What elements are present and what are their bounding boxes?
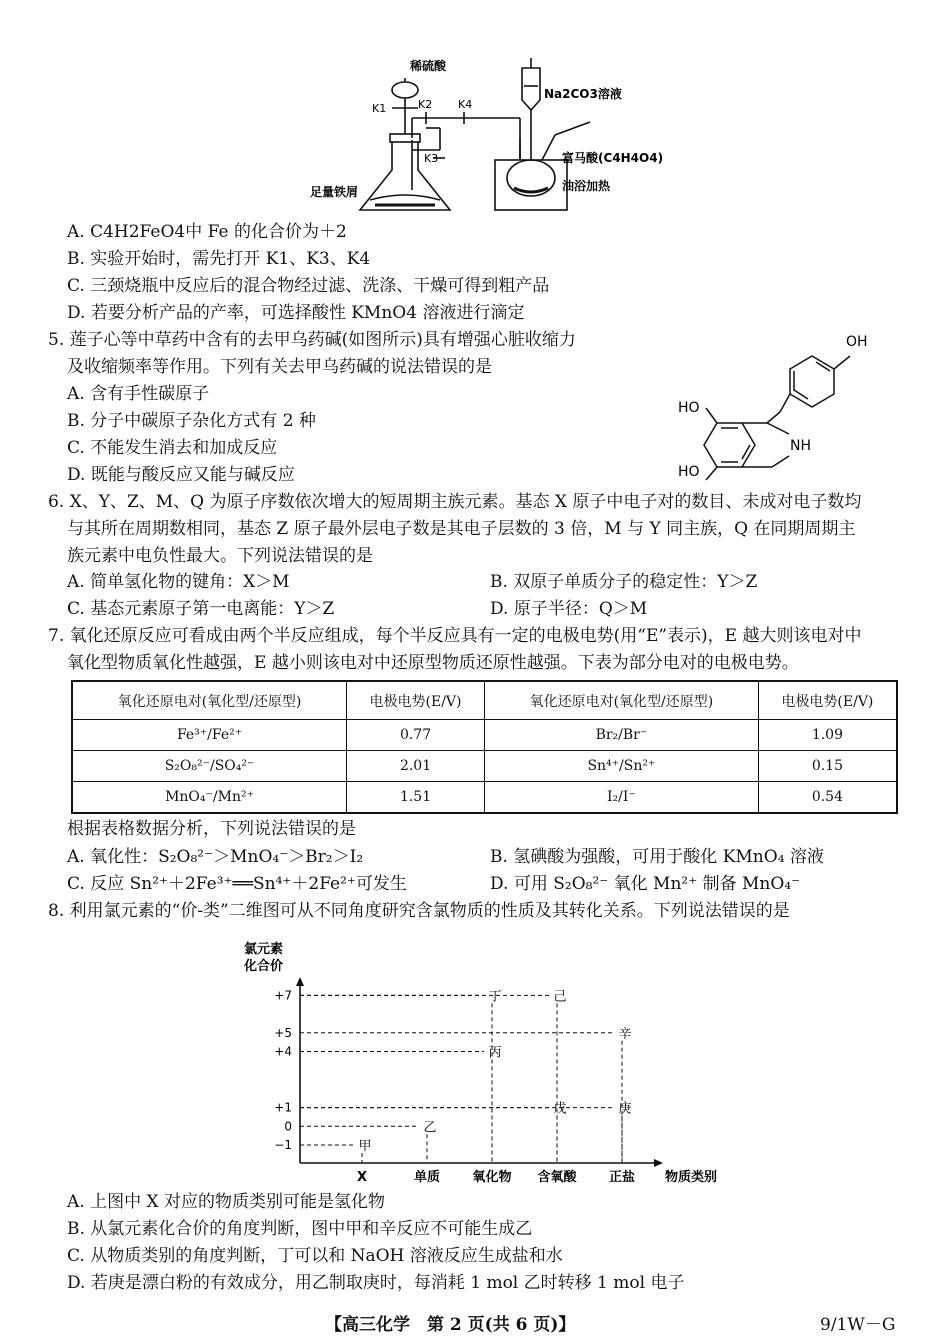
label-dilute-acid: 稀硫酸 [410, 59, 447, 73]
valence-category-chart [240, 935, 740, 1195]
q6-option-b: B. 双原子单质分子的稳定性：Y＞Z [490, 572, 758, 592]
label-k2: K2 [418, 98, 433, 111]
q7-option-b: B. 氢碘酸为强酸，可用于酸化 KMnO₄ 溶液 [490, 847, 824, 867]
q4-option-d: D. 若要分析产品的产率，可选择酸性 KMnO4 溶液进行滴定 [67, 303, 525, 323]
label-fumaric: 富马酸(C4H4O4) [562, 151, 664, 165]
label-k3: K3 [424, 152, 439, 165]
table-cell: 0.54 [758, 781, 897, 813]
table-header: 氧化还原电对(氧化型/还原型) [484, 681, 758, 720]
norcoclaurine-structure [672, 328, 882, 488]
label-ho-bottom: HO [678, 464, 700, 480]
table-header: 氧化还原电对(氧化型/还原型) [72, 681, 347, 720]
y-axis-arrow [296, 977, 304, 986]
y-tick-label: 0 [284, 1119, 292, 1134]
q8-option-c: C. 从物质类别的角度判断，丁可以和 NaOH 溶液反应生成盐和水 [67, 1246, 563, 1266]
label-oh-top: OH [846, 334, 868, 350]
x-axis-arrow [654, 1159, 663, 1167]
table-row [72, 751, 897, 782]
q5-option-c: C. 不能发生消去和加成反应 [67, 438, 278, 458]
label-iron: 足量铁屑 [310, 185, 359, 199]
chart-ylabel-line2: 化合价 [244, 959, 284, 974]
table-cell: 2.01 [347, 751, 485, 782]
table-cell: MnO₄⁻/Mn²⁺ [72, 781, 347, 813]
q8-stem: 8. 利用氯元素的“价-类”二维图可从不同角度研究含氯物质的性质及其转化关系。下列说法错误的是 [48, 901, 790, 921]
q6-option-a: A. 简单氢化物的键角：X＞M [67, 572, 290, 592]
q5-stem-line2: 及收缩频率等作用。下列有关去甲乌药碱的说法错误的是 [67, 357, 492, 377]
q5-option-b: B. 分子中碳原子杂化方式有 2 种 [67, 411, 316, 431]
q7-stem-line1: 7. 氧化还原反应可看成由两个半反应组成，每个半反应具有一定的电极电势(用“E”表示)，E 越大则该电对中 [48, 626, 862, 646]
chart-ylabel-line1: 氯元素 [244, 942, 284, 957]
table-cell: Br₂/Br⁻ [484, 720, 758, 751]
x-tick-label: X [356, 1170, 368, 1185]
q4-option-c: C. 三颈烧瓶中反应后的混合物经过滤、洗涤、干燥可得到粗产品 [67, 276, 550, 296]
q8-option-d: D. 若庚是漂白粉的有效成分，用乙制取庚时，每消耗 1 mol 乙时转移 1 mol 电子 [67, 1273, 685, 1293]
apparatus-figure [300, 50, 680, 220]
table-cell: Sn⁴⁺/Sn²⁺ [484, 751, 758, 782]
q7-stem-line2: 氧化型物质氧化性越强，E 越小则该电对中还原型物质还原性越强。下表为部分电对的电极电势。 [67, 653, 799, 673]
table-cell: Fe³⁺/Fe²⁺ [72, 720, 347, 751]
q5-stem-line1: 5. 莲子心等中草药中含有的去甲乌药碱(如图所示)具有增强心脏收缩力 [48, 330, 576, 350]
label-k1: K1 [372, 102, 387, 115]
point-label-甲: 甲 [358, 1139, 372, 1154]
x-tick-label: 单质 [413, 1170, 441, 1185]
electrode-potential-table [71, 680, 898, 814]
table-cell: I₂/I⁻ [484, 781, 758, 813]
q8-option-a: A. 上图中 X 对应的物质类别可能是氢化物 [67, 1192, 385, 1212]
label-oil-bath: 油浴加热 [562, 179, 611, 193]
point-label-乙: 乙 [423, 1120, 437, 1136]
point-label-己: 己 [553, 989, 567, 1005]
point-label-丙: 丙 [488, 1045, 502, 1061]
x-tick-label: 正盐 [608, 1170, 636, 1185]
table-header-row [72, 681, 897, 720]
chart-xlabel: 物质类别 [665, 1170, 718, 1185]
label-nh: NH [790, 438, 811, 454]
y-tick-label: +7 [274, 988, 292, 1003]
label-na2co3: Na2CO3溶液 [544, 87, 622, 101]
table-row [72, 720, 897, 751]
y-tick-label: +1 [274, 1100, 292, 1115]
point-label-丁: 丁 [488, 989, 502, 1005]
y-tick-label: −1 [274, 1138, 292, 1152]
table-cell: S₂O₈²⁻/SO₄²⁻ [72, 751, 347, 782]
point-label-戊: 戊 [553, 1101, 567, 1117]
table-cell: 0.77 [347, 720, 485, 751]
y-tick-label: +4 [274, 1044, 292, 1059]
q6-stem-line2: 与其所在周期数相同，基态 Z 原子最外层电子数是其电子层数的 3 倍，M 与 Y 同主族，Q 在同期周期主 [67, 519, 856, 539]
q7-option-d: D. 可用 S₂O₈²⁻ 氧化 Mn²⁺ 制备 MnO₄⁻ [490, 874, 801, 894]
q7-after-table: 根据表格数据分析，下列说法错误的是 [67, 819, 356, 839]
x-tick-label: 氧化物 [472, 1170, 512, 1185]
table-header: 电极电势(E/V) [347, 681, 485, 720]
table-cell: 1.09 [758, 720, 897, 751]
y-tick-label: +5 [274, 1025, 292, 1040]
point-label-庚: 庚 [618, 1101, 632, 1117]
page-footer-center: 【高三化学 第 2 页(共 6 页)】 [325, 1315, 576, 1335]
table-header: 电极电势(E/V) [758, 681, 897, 720]
q4-option-b: B. 实验开始时，需先打开 K1、K3、K4 [67, 249, 371, 269]
page-footer-right: 9/1W－G [820, 1315, 896, 1335]
table-cell: 1.51 [347, 781, 485, 813]
q4-option-a: A. C4H2FeO4中 Fe 的化合价为＋2 [67, 222, 347, 242]
q8-option-b: B. 从氯元素化合价的角度判断，图中甲和辛反应不可能生成乙 [67, 1219, 533, 1239]
table-cell: 0.15 [758, 751, 897, 782]
table-row [72, 781, 897, 813]
q6-option-c: C. 基态元素原子第一电离能：Y＞Z [67, 599, 335, 619]
point-label-辛: 辛 [618, 1026, 632, 1042]
label-k4: K4 [458, 98, 473, 111]
q6-option-d: D. 原子半径：Q＞M [490, 599, 648, 619]
q7-option-a: A. 氧化性：S₂O₈²⁻＞MnO₄⁻＞Br₂＞I₂ [67, 847, 364, 867]
q5-option-a: A. 含有手性碳原子 [67, 384, 210, 404]
x-tick-label: 含氧酸 [537, 1170, 577, 1185]
label-ho-mid: HO [678, 400, 700, 416]
q6-stem-line1: 6. X、Y、Z、M、Q 为原子序数依次增大的短周期主族元素。基态 X 原子中电子对的数目、未成对电子数均 [48, 492, 862, 512]
q7-option-c: C. 反应 Sn²⁺＋2Fe³⁺══Sn⁴⁺＋2Fe²⁺可发生 [67, 874, 407, 894]
q5-option-d: D. 既能与酸反应又能与碱反应 [67, 465, 295, 485]
q6-stem-line3: 族元素中电负性最大。下列说法错误的是 [67, 546, 373, 566]
